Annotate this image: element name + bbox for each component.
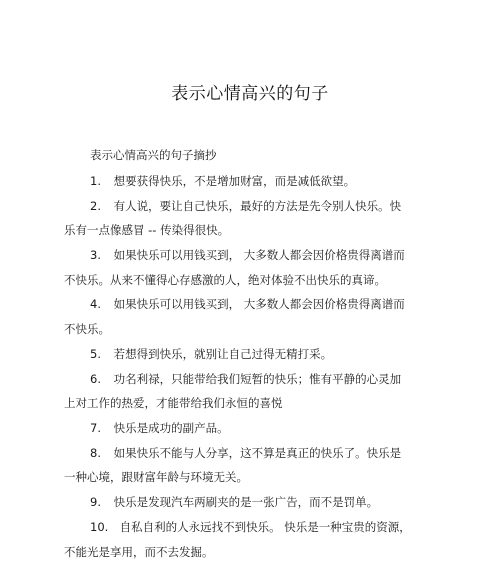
item-text-continued: 不快乐。从来不懂得心存感激的人，绝对体验不出快乐的真谛。 [64,273,386,287]
list-item [90,445,401,461]
item-number: 1. [90,174,101,188]
item-text: 如果快乐可以用钱买到， 大多数人都会因价格贵得离谱而 [113,248,405,262]
page-subtitle: 表示心情高兴的句子摘抄 [90,148,217,162]
item-number: 6. [90,372,101,386]
item-text-continued: 不能光是享用，而不去发掘。 [64,545,214,559]
list-item [90,247,405,263]
item-number: 10. [90,520,109,534]
item-text: 如果快乐可以用钱买到， 大多数人都会因价格贵得离谱而 [113,297,405,311]
item-text: 快乐是成功的副产品。 [113,421,229,435]
list-item [90,420,229,436]
list-item [90,519,411,535]
item-text-continued: 乐有一点像感冒 -- 传染得很快。 [64,223,230,237]
list-item [90,346,332,362]
item-number: 4. [90,297,101,311]
item-text: 快乐是发现汽车两刷夹的是一张广告，而不是罚单。 [113,495,379,509]
item-number: 3. [90,248,101,262]
item-text: 如果快乐不能与人分享，这不算是真正的快乐了。快乐是 [113,446,402,460]
item-text-continued: 一种心境，跟财富年龄与环境无关。 [64,470,248,484]
item-text-continued: 上对工作的热爱，才能带给我们永恒的喜悦 [64,396,283,410]
list-item [90,296,405,312]
item-text: 功名利禄，只能带给我们短暂的快乐；惟有平静的心灵加 [113,372,402,386]
page-title: 表示心情高兴的句子 [171,84,329,104]
list-item [90,371,401,387]
item-number: 7. [90,421,101,435]
item-text: 想要获得快乐，不是增加财富，而是减低欲望。 [113,174,356,188]
list-item [90,198,401,214]
item-text: 自私自利的人永远找不到快乐。 快乐是一种宝贵的资源， [119,520,411,534]
item-number: 9. [90,495,101,509]
list-item [90,173,355,189]
item-text: 有人说，要让自己快乐，最好的方法是先令别人快乐。快 [113,199,402,213]
item-number: 5. [90,347,101,361]
item-text: 若想得到快乐，就别让自己过得无精打采。 [113,347,333,361]
item-text-continued: 不快乐。 [64,322,110,336]
item-number: 2. [90,199,101,213]
list-item [90,494,378,510]
item-number: 8. [90,446,101,460]
